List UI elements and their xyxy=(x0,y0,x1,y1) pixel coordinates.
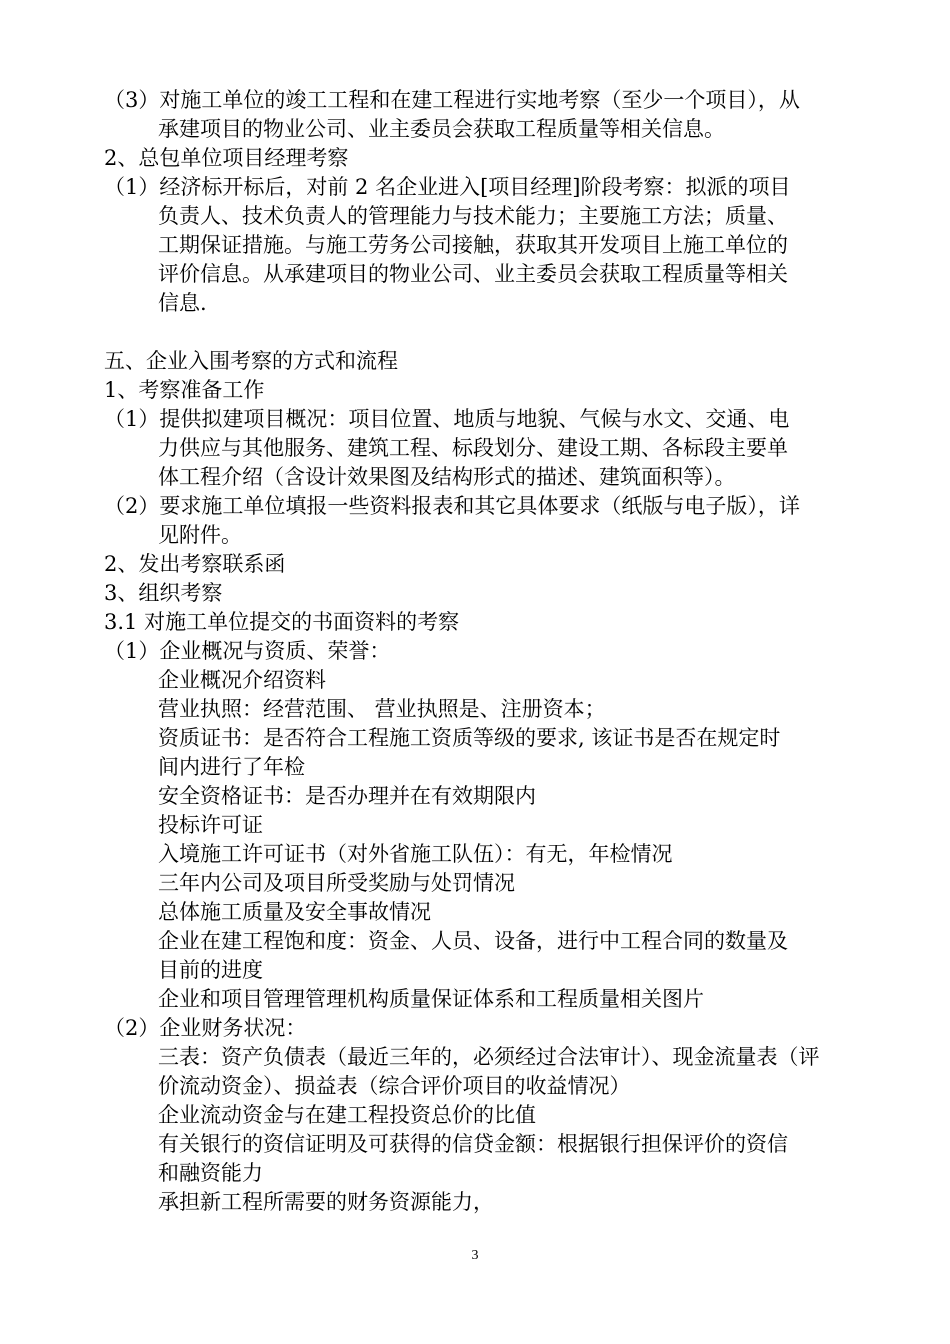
section-heading: 五、企业入围考察的方式和流程 xyxy=(104,349,398,373)
text-line: 总体施工质量及安全事故情况 xyxy=(158,900,431,924)
text-line: （1）经济标开标后，对前 2 名企业进入[项目经理]阶段考察：拟派的项目 xyxy=(104,175,791,199)
text-line: 见附件。 xyxy=(158,523,242,547)
text-line: 安全资格证书：是否办理并在有效期限内 xyxy=(158,784,536,808)
heading-line: 3、组织考察 xyxy=(104,581,223,605)
text-line: 体工程介绍（含设计效果图及结构形式的描述、建筑面积等）。 xyxy=(158,465,736,489)
text-line: 三年内公司及项目所受奖励与处罚情况 xyxy=(158,871,515,895)
text-line: 信息. xyxy=(158,291,207,315)
text-line: 和融资能力 xyxy=(158,1161,263,1185)
text-line: 价流动资金）、损益表（综合评价项目的收益情况） xyxy=(158,1074,631,1098)
heading-line: 1、考察准备工作 xyxy=(104,378,265,402)
text-line: 营业执照：经营范围、 营业执照是、注册资本； xyxy=(158,697,606,721)
text-line: 承担新工程所需要的财务资源能力， xyxy=(158,1190,494,1214)
text-line: 资质证书：是否符合工程施工资质等级的要求, 该证书是否在规定时 xyxy=(158,726,781,750)
text-line: 企业在建工程饱和度：资金、人员、设备，进行中工程合同的数量及 xyxy=(158,929,788,953)
text-line: 有关银行的资信证明及可获得的信贷金额：根据银行担保评价的资信 xyxy=(158,1132,788,1156)
text-line: 企业流动资金与在建工程投资总价的比值 xyxy=(158,1103,536,1127)
text-line: （1）企业概况与资质、荣誉： xyxy=(104,639,391,663)
text-line: 负责人、技术负责人的管理能力与技术能力；主要施工方法；质量、 xyxy=(158,204,788,228)
text-line: 三表：资产负债表（最近三年的，必须经过合法审计）、现金流量表（评 xyxy=(158,1045,820,1069)
text-line: （3）对施工单位的竣工工程和在建工程进行实地考察（至少一个项目），从 xyxy=(104,88,800,112)
text-line: 评价信息。从承建项目的物业公司、业主委员会获取工程质量等相关 xyxy=(158,262,788,286)
heading-line: 3.1 对施工单位提交的书面资料的考察 xyxy=(104,610,460,634)
text-line: 投标许可证 xyxy=(158,813,263,837)
text-line: 企业概况介绍资料 xyxy=(158,668,326,692)
text-line: 企业和项目管理管理机构质量保证体系和工程质量相关图片 xyxy=(158,987,704,1011)
text-line: （2）要求施工单位填报一些资料报表和其它具体要求（纸版与电子版），详 xyxy=(104,494,800,518)
text-line: （2）企业财务状况： xyxy=(104,1016,307,1040)
text-line: 力供应与其他服务、建筑工程、标段划分、建设工期、各标段主要单 xyxy=(158,436,788,460)
text-line: （1）提供拟建项目概况：项目位置、地质与地貌、气候与水文、交通、电 xyxy=(104,407,790,431)
text-line: 目前的进度 xyxy=(158,958,263,982)
text-line: 承建项目的物业公司、业主委员会获取工程质量等相关信息。 xyxy=(158,117,725,141)
text-line: 入境施工许可证书（对外省施工队伍）：有无，年检情况 xyxy=(158,842,673,866)
heading-line: 2、总包单位项目经理考察 xyxy=(104,146,349,170)
heading-line: 2、发出考察联系函 xyxy=(104,552,286,576)
page-number: 3 xyxy=(471,1248,479,1263)
text-line: 工期保证措施。与施工劳务公司接触，获取其开发项目上施工单位的 xyxy=(158,233,788,257)
text-line: 间内进行了年检 xyxy=(158,755,305,779)
